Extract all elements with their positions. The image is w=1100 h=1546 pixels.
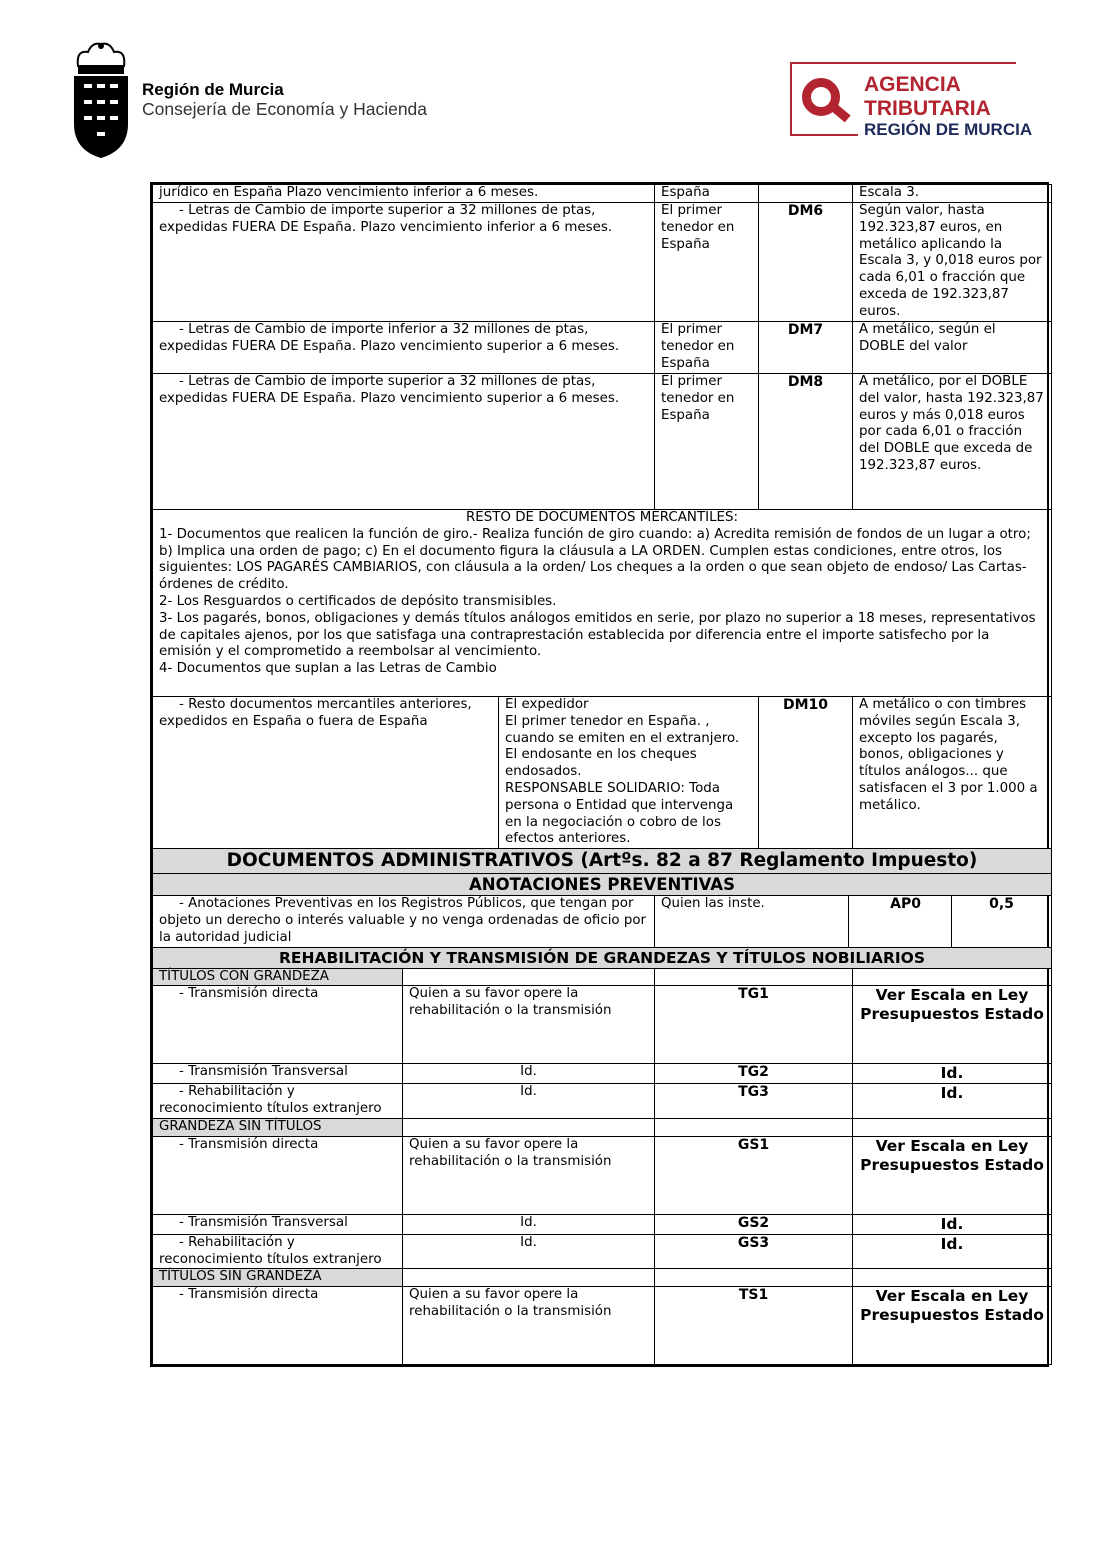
row-subject: Id.: [403, 1084, 655, 1119]
region-name: Región de Murcia: [142, 80, 284, 99]
group-empty: [853, 1269, 1052, 1287]
row-subject: Quien las inste.: [655, 896, 849, 947]
group-empty: [853, 1118, 1052, 1136]
group-empty: [655, 968, 853, 986]
row-desc: - Rehabilitación y reconocimiento títulos extranjero: [153, 1234, 403, 1269]
section-title-row: [153, 947, 1052, 968]
row-subject: Id.: [403, 1234, 655, 1269]
resto-p3: 3- Los pagarés, bonos, obligaciones y demás títulos análogos emitidos en serie, por plazo no superior a 18 meses, representativos de capitales ajenos, por los que satisfaga una contraprestación establecida por diferencia entre el importe satisfecho por la emisión y el comprometido a reembolsar al vencimiento.: [159, 610, 1036, 660]
row-subject: El primer tenedor en España: [655, 374, 759, 510]
row-code: TG2: [655, 1064, 853, 1084]
resto-block-row: [153, 510, 1052, 697]
row-rate: Ver Escala en Ley Presupuestos Estado: [853, 986, 1052, 1064]
table-row: [153, 1084, 1052, 1119]
agency-line3: REGIÓN DE MURCIA: [864, 120, 1033, 139]
row-desc: - Letras de Cambio de importe superior a 32 millones de ptas, expedidas FUERA DE España. Plazo vencimiento superior a 6 meses.: [153, 374, 655, 510]
row-code: GS1: [655, 1136, 853, 1214]
row-desc: - Letras de Cambio de importe superior a 32 millones de ptas, expedidas FUERA DE España. Plazo vencimiento inferior a 6 meses.: [153, 203, 655, 322]
row-desc: - Transmisión directa: [153, 1287, 403, 1365]
region-crest-icon: [72, 42, 130, 160]
row-desc: - Rehabilitación y reconocimiento títulos extranjero: [153, 1084, 403, 1119]
group-name: GRANDEZA SIN TÍTULOS: [153, 1118, 403, 1136]
group-row: [153, 1118, 1052, 1136]
table-row: [153, 1214, 1052, 1234]
row-subject: Quien a su favor opere la rehabilitación o la transmisión: [403, 1136, 655, 1214]
row-code: [759, 185, 853, 203]
row-rate: Id.: [853, 1064, 1052, 1084]
row-desc: jurídico en España Plazo vencimiento inferior a 6 meses.: [153, 185, 655, 203]
row-code: AP0: [849, 896, 952, 947]
row-code: GS2: [655, 1214, 853, 1234]
agency-line2: TRIBUTARIA: [864, 97, 991, 120]
row-rate: Según valor, hasta 192.323,87 euros, en metálico aplicando la Escala 3, y 0,018 euros por cada 6,01 o fracción que exceda de 192.323,87 euros.: [853, 203, 1052, 322]
row-desc: - Letras de Cambio de importe inferior a 32 millones de ptas, expedidas FUERA DE España. Plazo vencimiento superior a 6 meses.: [153, 322, 655, 374]
row-rate: Id.: [853, 1084, 1052, 1119]
row-subject: España: [655, 185, 759, 203]
table-row: [153, 374, 1052, 510]
table-row: [153, 1234, 1052, 1269]
resto-p4: 4- Documentos que suplan a las Letras de Cambio: [159, 661, 497, 677]
tax-table-grid: [152, 184, 1052, 1365]
row-subject: El primer tenedor en España: [655, 203, 759, 322]
table-row: [153, 203, 1052, 322]
group-row: [153, 968, 1052, 986]
table-row: [153, 185, 1052, 203]
agency-logo: [790, 62, 1035, 140]
group-empty: [655, 1118, 853, 1136]
table-row: [153, 1064, 1052, 1084]
row-rate: Ver Escala en Ley Presupuestos Estado: [853, 1136, 1052, 1214]
row-desc: - Resto documentos mercantiles anteriores, expedidos en España o fuera de España: [153, 696, 499, 848]
table-row: [153, 896, 1052, 947]
row-rate: A metálico, por el DOBLE del valor, hasta 192.323,87 euros y más 0,018 euros por cada 6,01 o fracción del DOBLE que exceda de 192.323,87 euros.: [853, 374, 1052, 510]
row-subject: El primer tenedor en España: [655, 322, 759, 374]
row-subject: Id.: [403, 1214, 655, 1234]
row-code: TG1: [655, 986, 853, 1064]
row-desc: - Anotaciones Preventivas en los Registros Públicos, que tengan por objeto un derecho o interés valuable y no venga ordenadas de oficio por la autoridad judicial: [153, 896, 655, 947]
resto-p1: 1- Documentos que realicen la función de giro.- Realiza función de giro cuando: a) Acredita remisión de fondos de un lugar a otro; b) Implica una orden de pago; c) En el documento figura la cláusula a LA ORDEN. Cumplen estas condiciones, entre otros, los siguientes: LOS PAGARÉS CAMBIARIOS, con cláusula a la orden/ Los cheques a la orden o que sean objeto de endoso/ Las Cartas-órdenes de crédito.: [159, 526, 1031, 593]
tax-table: [150, 182, 1049, 1367]
row-code: DM6: [759, 203, 853, 322]
group-empty: [853, 968, 1052, 986]
row-rate: A metálico, según el DOBLE del valor: [853, 322, 1052, 374]
resto-title: RESTO DE DOCUMENTOS MERCANTILES:: [465, 510, 739, 525]
table-row: [153, 1287, 1052, 1365]
anotaciones-title: ANOTACIONES PREVENTIVAS: [153, 874, 1052, 896]
row-code: TG3: [655, 1084, 853, 1119]
row-code: DM7: [759, 322, 853, 374]
row-rate: Id.: [853, 1214, 1052, 1234]
group-name: TÍTULOS CON GRANDEZA: [153, 968, 403, 986]
admin-title: DOCUMENTOS ADMINISTRATIVOS (Artºs. 82 a 87 Reglamento Impuesto): [153, 849, 1052, 874]
consejeria-name: Consejería de Economía y Hacienda: [142, 99, 428, 119]
resto-block: [153, 510, 1052, 697]
row-desc: - Transmisión directa: [153, 1136, 403, 1214]
row-code: DM8: [759, 374, 853, 510]
row-rate: 0,5: [952, 896, 1052, 947]
row-subject: Quien a su favor opere la rehabilitación o la transmisión: [403, 986, 655, 1064]
section-title-row: [153, 874, 1052, 896]
group-row: [153, 1269, 1052, 1287]
row-rate: Id.: [853, 1234, 1052, 1269]
section-title-row: [153, 849, 1052, 874]
table-row: [153, 986, 1052, 1064]
row-code: TS1: [655, 1287, 853, 1365]
row-rate: A metálico o con timbres móviles según Escala 3, excepto los pagarés, bonos, obligaciones y títulos análogos... que satisfacen el 3 por 1.000 a metálico.: [853, 696, 1052, 848]
row-desc: - Transmisión Transversal: [153, 1064, 403, 1084]
row-subject: Quien a su favor opere la rehabilitación o la transmisión: [403, 1287, 655, 1365]
agency-line1: AGENCIA: [864, 73, 961, 96]
table-row: [153, 696, 1052, 848]
table-row: [153, 322, 1052, 374]
group-empty: [403, 1269, 655, 1287]
group-empty: [403, 968, 655, 986]
group-name: TÍTULOS SIN GRANDEZA: [153, 1269, 403, 1287]
table-row: [153, 1136, 1052, 1214]
row-rate: Ver Escala en Ley Presupuestos Estado: [853, 1287, 1052, 1365]
row-code: GS3: [655, 1234, 853, 1269]
row-subject: Id.: [403, 1064, 655, 1084]
resto-p2: 2- Los Resguardos o certificados de depósito transmisibles.: [159, 593, 557, 609]
row-desc: - Transmisión Transversal: [153, 1214, 403, 1234]
row-rate: Escala 3.: [853, 185, 1052, 203]
row-subject: El expedidor El primer tenedor en España. , cuando se emiten en el extranjero. El endosante en los cheques endosados. RESPONSABLE SOLIDARIO: Toda persona o Entidad que intervenga en la negociación o cobro de los efectos anteriores.: [499, 696, 759, 848]
rehab-title: REHABILITACIÓN Y TRANSMISIÓN DE GRANDEZAS Y TÍTULOS NOBILIARIOS: [153, 947, 1052, 968]
group-empty: [655, 1269, 853, 1287]
row-desc: - Transmisión directa: [153, 986, 403, 1064]
agency-top-line: [856, 62, 1016, 64]
group-empty: [403, 1118, 655, 1136]
row-code: DM10: [759, 696, 853, 848]
